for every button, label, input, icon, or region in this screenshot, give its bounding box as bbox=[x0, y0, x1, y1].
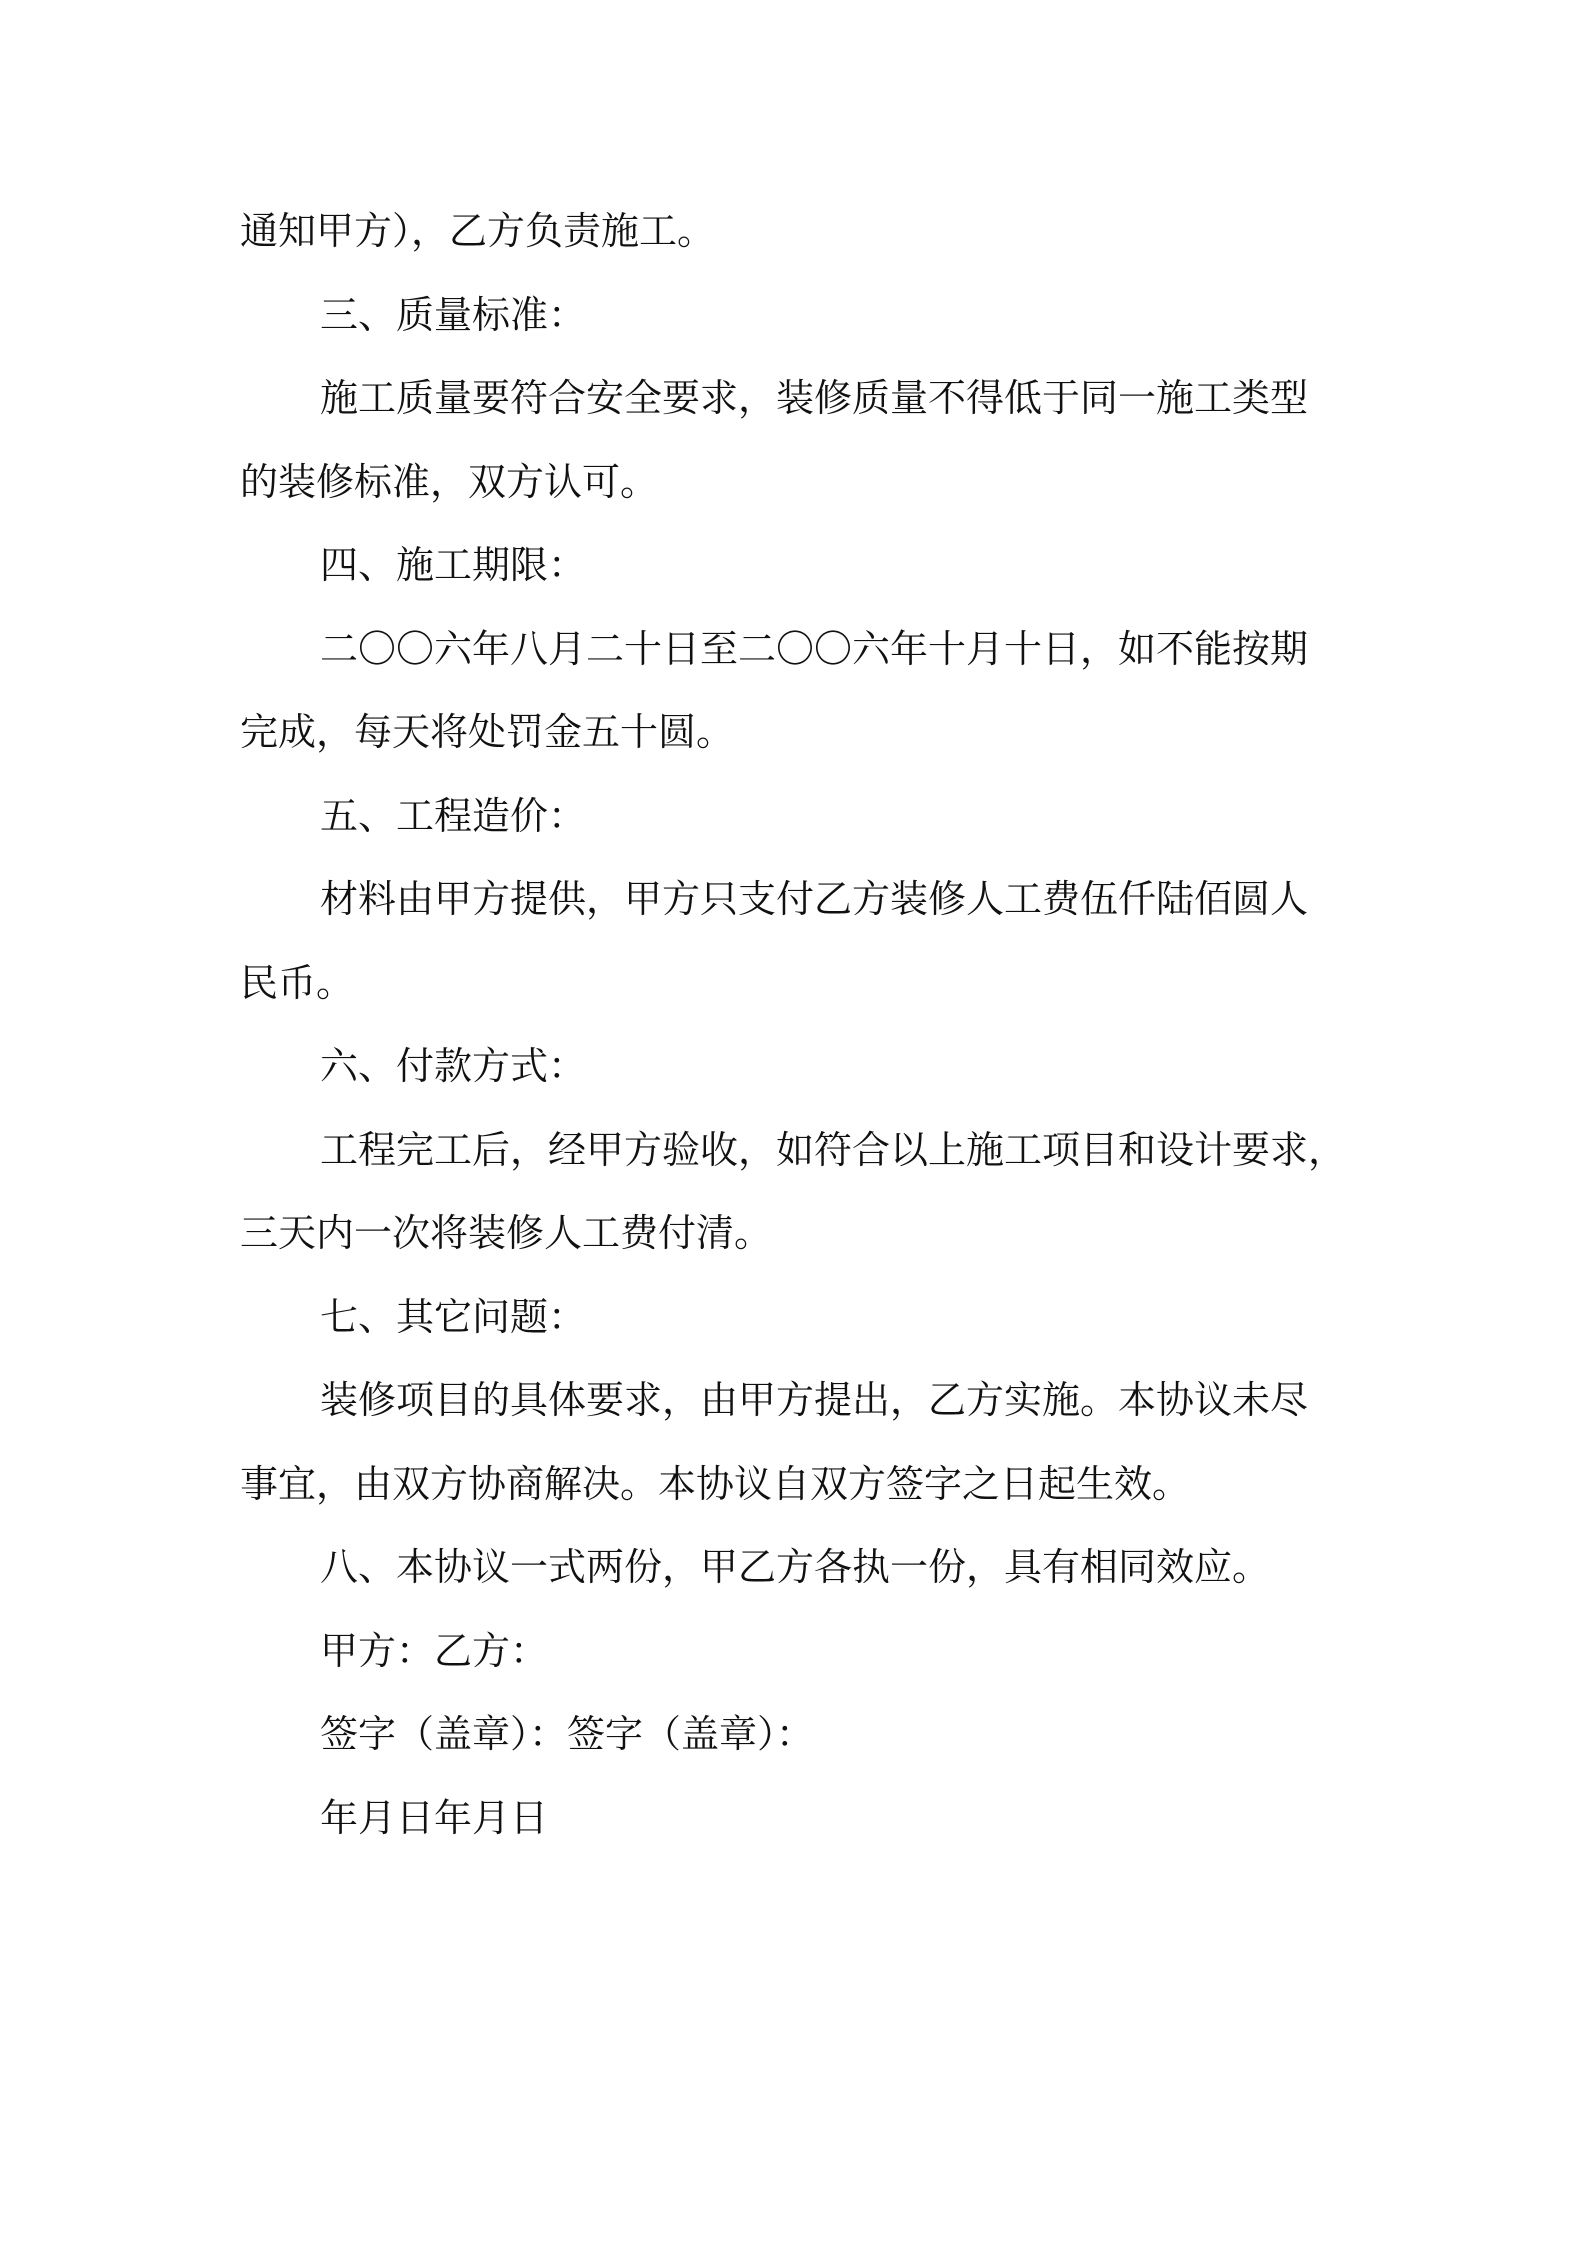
paragraph-cost: 材料由甲方提供，甲方只支付乙方装修人工费伍仟陆佰圆人 bbox=[320, 877, 1309, 921]
paragraph-payment-cont: 三天内一次将装修人工费付清。 bbox=[240, 1211, 773, 1255]
paragraph-period-cont: 完成，每天将处罚金五十圆。 bbox=[240, 710, 735, 754]
paragraph-payment: 工程完工后，经甲方验收，如符合以上施工项目和设计要求， bbox=[320, 1127, 1347, 1172]
paragraph-period: 二〇〇六年八月二十日至二〇〇六年十月十日，如不能按期 bbox=[320, 626, 1309, 671]
paragraph-other-cont: 事宜，由双方协商解决。本协议自双方签字之日起生效。 bbox=[240, 1461, 1191, 1506]
document-body bbox=[240, 190, 1350, 1860]
section-copies: 八、本协议一式两份，甲乙方各执一份，具有相同效应。 bbox=[320, 1545, 1271, 1589]
date-labels: 年月日年月日 bbox=[320, 1795, 549, 1840]
section-heading-quality: 三、质量标准： bbox=[320, 292, 587, 337]
party-labels: 甲方：乙方： bbox=[320, 1628, 549, 1673]
section-heading-period: 四、施工期限： bbox=[320, 543, 587, 587]
paragraph-continuation: 通知甲方），乙方负责施工。 bbox=[240, 209, 716, 253]
paragraph-quality: 施工质量要符合安全要求，装修质量不得低于同一施工类型 bbox=[320, 376, 1309, 420]
section-heading-payment: 六、付款方式： bbox=[320, 1044, 587, 1088]
section-heading-cost: 五、工程造价： bbox=[320, 793, 587, 838]
paragraph-quality-cont: 的装修标准，双方认可。 bbox=[240, 459, 659, 504]
signature-labels: 签字（盖章）：签字（盖章）： bbox=[320, 1712, 815, 1756]
section-heading-other: 七、其它问题： bbox=[320, 1294, 587, 1339]
paragraph-cost-cont: 民币。 bbox=[240, 960, 355, 1005]
paragraph-other: 装修项目的具体要求，由甲方提出，乙方实施。本协议未尽 bbox=[320, 1378, 1309, 1422]
